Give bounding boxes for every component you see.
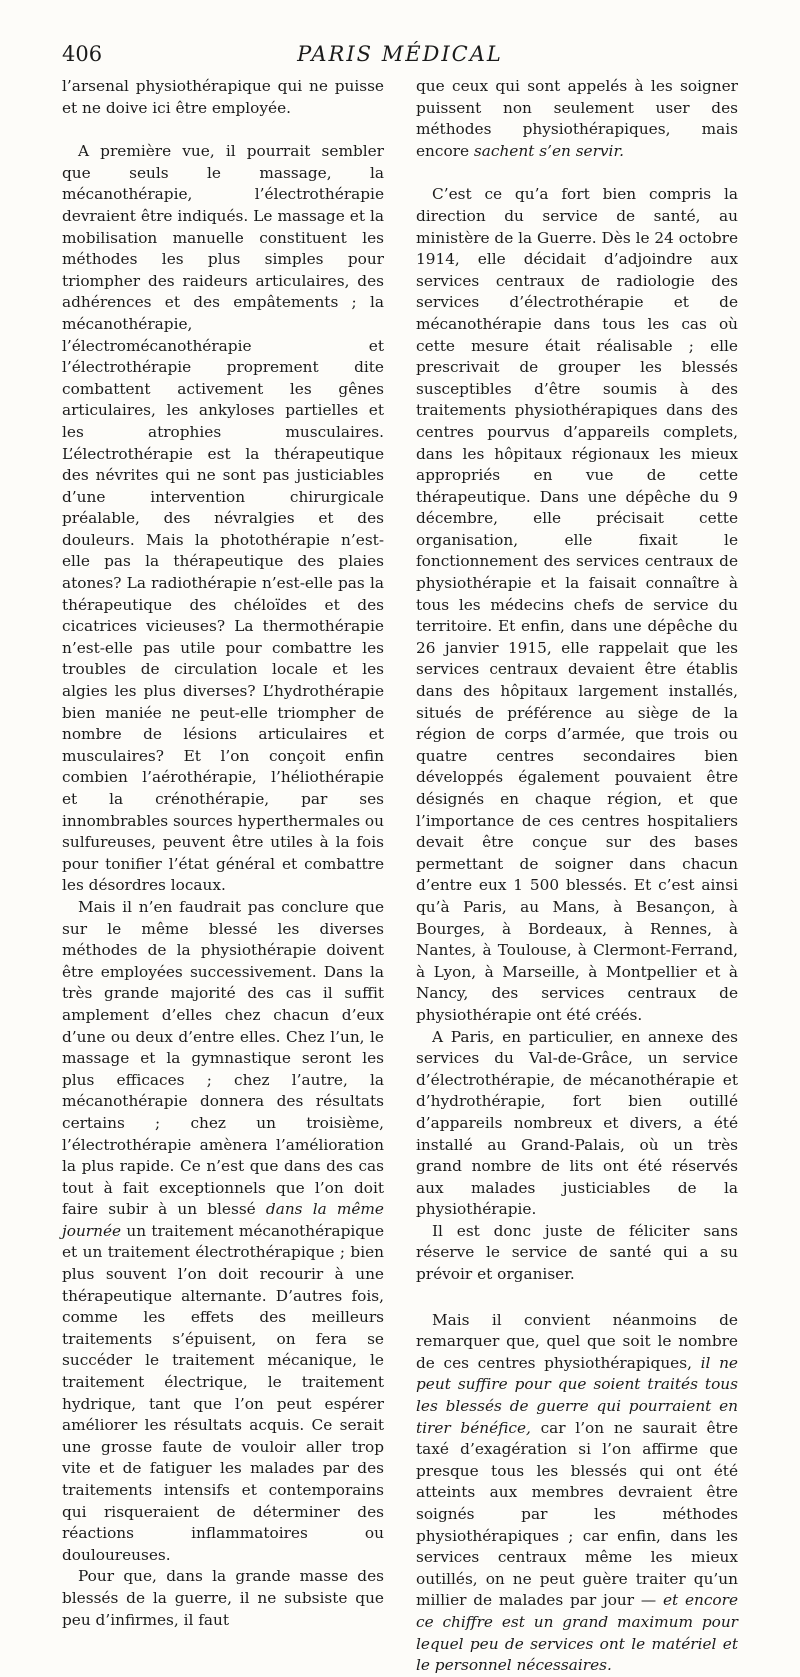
page-header: [62, 42, 738, 68]
paragraph-text: Mais il convient néanmoins de remarquer que, quel que soit le nombre de ces centres physiothérapiques,: [416, 1310, 738, 1372]
paragraph: A première vue, il pourrait sembler que seuls le massage, la mécanothérapie, l’électrothérapie devraient être indiqués. Le massage et la mobilisation manuelle constituent les méthodes les plus simples pour triompher des raideurs articulaires, des adhérences et des empâtements ; la mécanothérapie, l’électromécanothérapie et l’électrothérapie proprement dite combattent activement les gênes articulaires, les ankyloses partielles et les atrophies musculaires. L’électrothérapie est la thérapeutique des névrites qui ne sont pas justiciables d’une intervention chirurgicale préalable, des névralgies et des douleurs. Mais la photothérapie n’est-elle pas la thérapeutique des plaies atones? La radiothérapie n’est-elle pas la thérapeutique des chéloïdes et des cicatrices vicieuses? La thermothérapie n’est-elle pas utile pour combattre les troubles de circulation locale et les algies les plus diverses? L’hydrothérapie bien maniée ne peut-elle triompher de nombre de lésions articulaires et musculaires? Et l’on conçoit enfin combien l’aérothérapie, l’héliothérapie et la crénothérapie, par ses innombrables sources hyperthermales ou sulfureuses, peuvent être utiles à la fois pour tonifier l’état général et combattre les désordres locaux.: [62, 142, 384, 895]
emphasis: sachent s’en servir.: [473, 141, 624, 160]
left-column: [62, 76, 384, 1631]
paragraph: [416, 1310, 738, 1677]
paragraph-text: un traitement mécanothérapique et un traitement électrothérapique ; bien plus souvent l’on doit recourir à une thérapeutique alternante. D’autres fois, comme les effets des meilleurs traitements s’épuisent, on fera se succéder le traitement mécanique, le traitement électrique, le traitement hydrique, tant que l’on peut espérer améliorer les résultats acquis. Ce serait une grosse faute de vouloir aller trop vite et de fatiguer les malades par des traitements intensifs et contemporains qui risqueraient de déterminer des réactions inflammatoires ou douloureuses.: [62, 1221, 384, 1564]
paragraph: l’arsenal physiothérapique qui ne puisse et ne doive ici être employée.: [62, 77, 384, 117]
page-number: 406: [62, 42, 103, 66]
paragraph: [62, 897, 384, 1566]
paragraph-text: que ceux qui sont appelés à les soigner puissent non seulement user des méthodes physiothérapiques, mais encore: [416, 77, 738, 160]
right-column: [416, 76, 738, 1677]
paragraph: C’est ce qu’a fort bien compris la direction du service de santé, au ministère de la Guerre. Dès le 24 octobre 1914, elle décidait d’adjoindre aux services centraux de radiologie des services d’électrothérapie et de mécanothérapie dans tous les cas où cette mesure était réalisable ; elle prescrivait de grouper les blessés susceptibles d’être soumis à des traitements physiothérapiques dans des centres pourvus d’appareils complets, dans les hôpitaux régionaux les mieux appropriés en vue de cette thérapeutique. Dans une dépêche du 9 décembre, elle précisait cette organisation, elle fixait le fonctionnement des services centraux de physiothérapie et la faisait connaître à tous les médecins chefs de service du territoire. Et enfin, dans une dépêche du 26 janvier 1915, elle rappelait que les services centraux devaient être établis dans des hôpitaux largement installés, situés de préférence au siège de la région de corps d’armée, que trois ou quatre centres secondaires bien développés également pouvaient être désignés en chaque région, et que l’importance de ces centres hospitaliers devait être conçue sur des bases permettant de soigner dans chacun d’entre eux 1 500 blessés. Et c’est ainsi qu’à Paris, au Mans, à Besançon, à Bourges, à Bordeaux, à Rennes, à Nantes, à Toulouse, à Clermont-Ferrand, à Lyon, à Marseille, à Montpellier et à Nancy, des services centraux de physiothérapie ont été créés.: [416, 185, 738, 1024]
emphasis: et encore ce chiffre est un grand maximum pour lequel peu de services ont le matériel et le personnel nécessaires.: [416, 1591, 738, 1675]
paragraph: Il est donc juste de féliciter sans réserve le service de santé qui a su prévoir et organiser.: [416, 1221, 738, 1284]
emphasis: dans la même journée: [62, 1200, 384, 1240]
paragraph: A Paris, en particulier, en annexe des services du Val-de-Grâce, un service d’électrothérapie, de mécanothérapie et d’hydrothérapie, fort bien outillé d’appareils nombreux et divers, a été installé au Grand-Palais, où un très grand nombre de lits ont été réservés aux malades justiciables de la physiothérapie.: [416, 1027, 738, 1219]
running-title: PARIS MÉDICAL: [297, 42, 503, 66]
emphasis: il ne peut suffire pour que soient traités tous les blessés de guerre qui pourraient en tirer bénéfice,: [416, 1353, 738, 1437]
paragraph-text: Mais il n’en faudrait pas conclure que sur le même blessé les diverses méthodes de la physiothérapie doivent être employées successivement. Dans la très grande majorité des cas il suffit amplement d’elles chez chacun d’eux d’une ou deux d’entre elles. Chez l’un, le massage et la gymnastique seront les plus efficaces ; chez l’autre, la mécanothérapie donnera des résultats certains ; chez un troisième, l’électrothérapie amènera l’amélioration la plus rapide. Ce n’est que dans des cas tout à fait exceptionnels que l’on doit faire subir à un blessé: [62, 897, 384, 1219]
paragraph-text: car l’on ne saurait être taxé d’exagération si l’on affirme que presque tous les blessés qui ont été atteints aux membres devraient être soignés par les méthodes physiothérapiques ; car enfin, dans les services centraux même les mieux outillés, on ne peut guère traiter qu’un millier de malades par jour —: [416, 1418, 739, 1610]
paragraph: [416, 76, 738, 162]
paragraph: Pour que, dans la grande masse des blessés de la guerre, il ne subsiste que peu d’infirmes, il faut: [62, 1567, 384, 1629]
